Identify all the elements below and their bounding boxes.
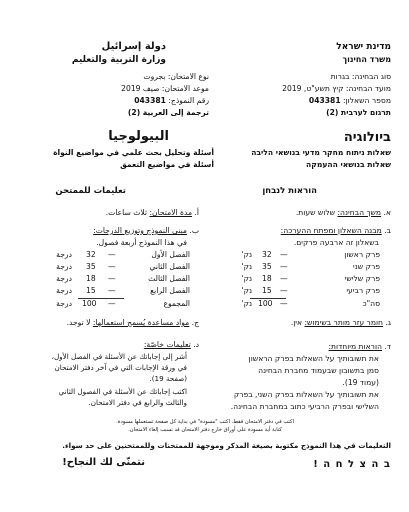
arabic-row-1-pts: 32: [86, 250, 96, 259]
arabic-item-a-marker: أ.: [194, 208, 199, 217]
arabic-row-2-pts: 35: [86, 262, 96, 271]
arabic-item-b-marker: ب.: [189, 226, 199, 235]
hebrew-row-3-unit: נק': [241, 274, 252, 283]
hebrew-item-d-marker: ד.: [384, 342, 391, 351]
arabic-item-c-label: مواد مساعدة يُسمح استعمالها:: [92, 318, 190, 327]
hebrew-row-2-dash: —: [280, 262, 288, 271]
arabic-item-d-marker: د.: [193, 340, 199, 349]
arabic-row-3-unit: درجة: [56, 274, 72, 283]
arabic-total-pts: 100: [82, 299, 97, 308]
arabic-exam-date: موعد الامتحان: صيف 2019: [121, 84, 209, 93]
arabic-exam-type: نوع الامتحان: بجروت: [143, 72, 209, 81]
hebrew-item-d-label: הוראות מיוחדות:: [328, 342, 383, 351]
footnote-line-2: كتابة أية مسودة على أوراق خارج دفتر الامتحان قد تسبب إلغاء الامتحان.: [128, 427, 282, 433]
hebrew-item-b: [281, 227, 391, 236]
arabic-row-3-name: الفصل الثالث: [148, 274, 190, 283]
arabic-ministry: وزارة التربية والتعليم: [71, 55, 166, 65]
hebrew-total-dash: —: [280, 299, 288, 308]
arabic-row-1-dash: —: [108, 250, 116, 259]
hebrew-row-2-name: פרק שני: [353, 262, 380, 271]
arabic-row-4-name: الفصل الرابع: [150, 286, 190, 295]
arabic-score-table: [50, 251, 190, 311]
arabic-item-a-text: ثلاث ساعات.: [105, 208, 148, 217]
hebrew-row-1-dash: —: [280, 250, 288, 259]
hebrew-row-3-name: פרק שלישי: [344, 274, 380, 283]
hebrew-item-d-line-4: את תשובותיך על השאלות בפרק השני, בפרק: [233, 390, 379, 399]
hebrew-subject-sub1: שאלות ניתוח מחקר מדעי בנושאי הליבה: [251, 148, 391, 157]
hebrew-item-c-marker: ג.: [385, 318, 391, 327]
hebrew-good-luck: ב ה צ ל ח ה !: [313, 459, 391, 470]
hebrew-score-table: [240, 251, 380, 311]
arabic-row-1-name: الفصل الأول: [151, 250, 190, 259]
arabic-total-dash: —: [108, 299, 116, 308]
arabic-subject-title: البيولوجيا: [108, 129, 169, 144]
hebrew-item-a: [296, 209, 391, 218]
arabic-total-name: المجموع: [163, 299, 190, 308]
hebrew-row-1-name: פרק ראשון: [344, 250, 380, 259]
hebrew-exam-number: [309, 97, 391, 106]
hebrew-ministry: משרד החינוך: [342, 55, 391, 64]
hebrew-state: מדינת ישראל: [336, 42, 391, 52]
hebrew-subject-sub2: שאלות בנושאי ההעמקה: [306, 160, 391, 169]
hebrew-row-3-dash: —: [280, 274, 288, 283]
arabic-item-d-line-4: اكتب إجاباتك عن الأسئلة في الفصول الثاني: [58, 387, 187, 396]
hebrew-translation: תרגום לערבית (2): [326, 108, 391, 117]
footnote-line-1: اكتب في دفتر الامتحان فقط. اكتب "مسودة" في بداية كل صفحة تستعملها مسودة.: [116, 419, 294, 425]
arabic-item-b-label: مبنى النموذج وتوزيع الدرجات:: [93, 226, 187, 235]
arabic-item-a: [106, 209, 199, 218]
hebrew-total-name: סה"כ: [362, 299, 380, 308]
hebrew-item-a-label: משך הבחינה:: [337, 208, 382, 217]
arabic-row-3-dash: —: [108, 274, 116, 283]
hebrew-row-1-pts: 32: [262, 250, 272, 259]
arabic-subject-sub1: أسئلة وتحليل بحث علمي في مواضيع النواة: [53, 148, 214, 157]
hebrew-item-c-label: חומר עזר מותר בשימוש:: [304, 318, 384, 327]
arabic-item-c-text: لا توجد.: [66, 318, 91, 327]
hebrew-row-4-unit: נק': [241, 286, 252, 295]
hebrew-item-b-label: מבנה השאלון ומפתח ההערכה:: [280, 226, 382, 235]
hebrew-row-2-pts: 35: [262, 262, 272, 271]
hebrew-item-b-text: בשאלון זה ארבעה פרקים.: [293, 238, 379, 247]
hebrew-subject-title: ביולוגיה: [343, 130, 391, 145]
arabic-exam-number: [134, 97, 209, 106]
arabic-subject-sub2: أسئلة في مواضيع التعمق: [120, 160, 214, 169]
hebrew-number-value: 043381: [308, 96, 341, 105]
arabic-row-1-unit: درجة: [56, 250, 72, 259]
hebrew-item-d: [328, 343, 391, 352]
arabic-row-2-unit: درجة: [56, 262, 72, 271]
hebrew-item-a-text: שלוש שעות.: [295, 208, 336, 217]
arabic-row-4-pts: 15: [86, 286, 96, 295]
arabic-item-d-line-1: أشر إلى إجاباتك عن الأسئلة في الفصل الأول،: [51, 352, 187, 361]
hebrew-total-unit: נק': [241, 299, 252, 308]
hebrew-row-4-name: פרק רביעי: [346, 286, 380, 295]
arabic-row-3-pts: 18: [86, 274, 96, 283]
hebrew-item-d-line-5: השלישי ובפרק הרביעי כתוב במחברת הבחינה.: [230, 402, 379, 411]
arabic-item-b: [93, 227, 199, 236]
hebrew-item-d-line-2: סמן בתשובון שבעמוד מחברת הבחינה: [258, 366, 379, 375]
arabic-row-2-name: الفصل الثاني: [149, 262, 190, 271]
hebrew-item-d-line-3: (עמוד 19).: [342, 378, 379, 387]
arabic-item-a-label: مدة الامتحان:: [149, 208, 193, 217]
hebrew-exam-type: סוג הבחינה: בגרות: [330, 72, 391, 81]
arabic-item-d-label: تعليمات خاصّة:: [143, 340, 191, 349]
arabic-item-d: [144, 341, 199, 350]
arabic-item-b-text: في هذا النموذج أربعة فصول.: [96, 238, 187, 247]
arabic-good-luck: نتمنّى لك النجاح!: [62, 457, 145, 468]
hebrew-row-1-unit: נק': [241, 250, 252, 259]
hebrew-item-a-marker: א.: [383, 208, 391, 217]
arabic-number-label: رقم النموذج:: [168, 96, 209, 105]
hebrew-row-3-pts: 18: [262, 274, 272, 283]
hebrew-instructions-heading: הוראות לנבחן: [262, 186, 317, 196]
arabic-item-d-line-2: في ورقة الإجابات التي في آخر دفتر الامتحان: [54, 363, 187, 372]
hebrew-item-b-marker: ב.: [384, 226, 391, 235]
hebrew-number-label: מספר השאלון:: [343, 96, 391, 105]
arabic-item-c-marker: ج.: [191, 318, 199, 327]
hebrew-item-c-text: אין.: [290, 318, 303, 327]
arabic-gender-note: التعليمات في هذا النموذج مكتوبة بصيغة المذكر وموجهة للممتحنات وللممتحنين على حد سواء.: [62, 441, 391, 450]
arabic-item-c: [67, 319, 199, 328]
hebrew-total-pts: 100: [258, 299, 273, 308]
hebrew-item-d-line-1: את תשובותיך על השאלות בפרק הראשון: [248, 354, 379, 363]
arabic-instructions-heading: تعليمات للممتحن: [55, 186, 126, 196]
arabic-number-value: 043381: [134, 96, 166, 105]
arabic-row-4-unit: درجة: [56, 286, 72, 295]
hebrew-row-4-pts: 15: [262, 286, 272, 295]
arabic-total-unit: درجة: [56, 299, 72, 308]
arabic-row-4-dash: —: [108, 286, 116, 295]
arabic-translation: ترجمة إلى العربية (2): [127, 108, 209, 117]
arabic-state: دولة إسرائيل: [101, 41, 166, 52]
hebrew-item-c: [291, 319, 391, 328]
arabic-row-2-dash: —: [108, 262, 116, 271]
hebrew-exam-date: מועד הבחינה: קיץ תשע"ט, 2019: [282, 84, 391, 93]
hebrew-row-2-unit: נק': [241, 262, 252, 271]
arabic-item-d-line-5: والثالث والرابع في دفتر الامتحان.: [88, 398, 187, 407]
hebrew-row-4-dash: —: [280, 286, 288, 295]
arabic-item-d-line-3: (صفحة 19).: [149, 374, 187, 383]
